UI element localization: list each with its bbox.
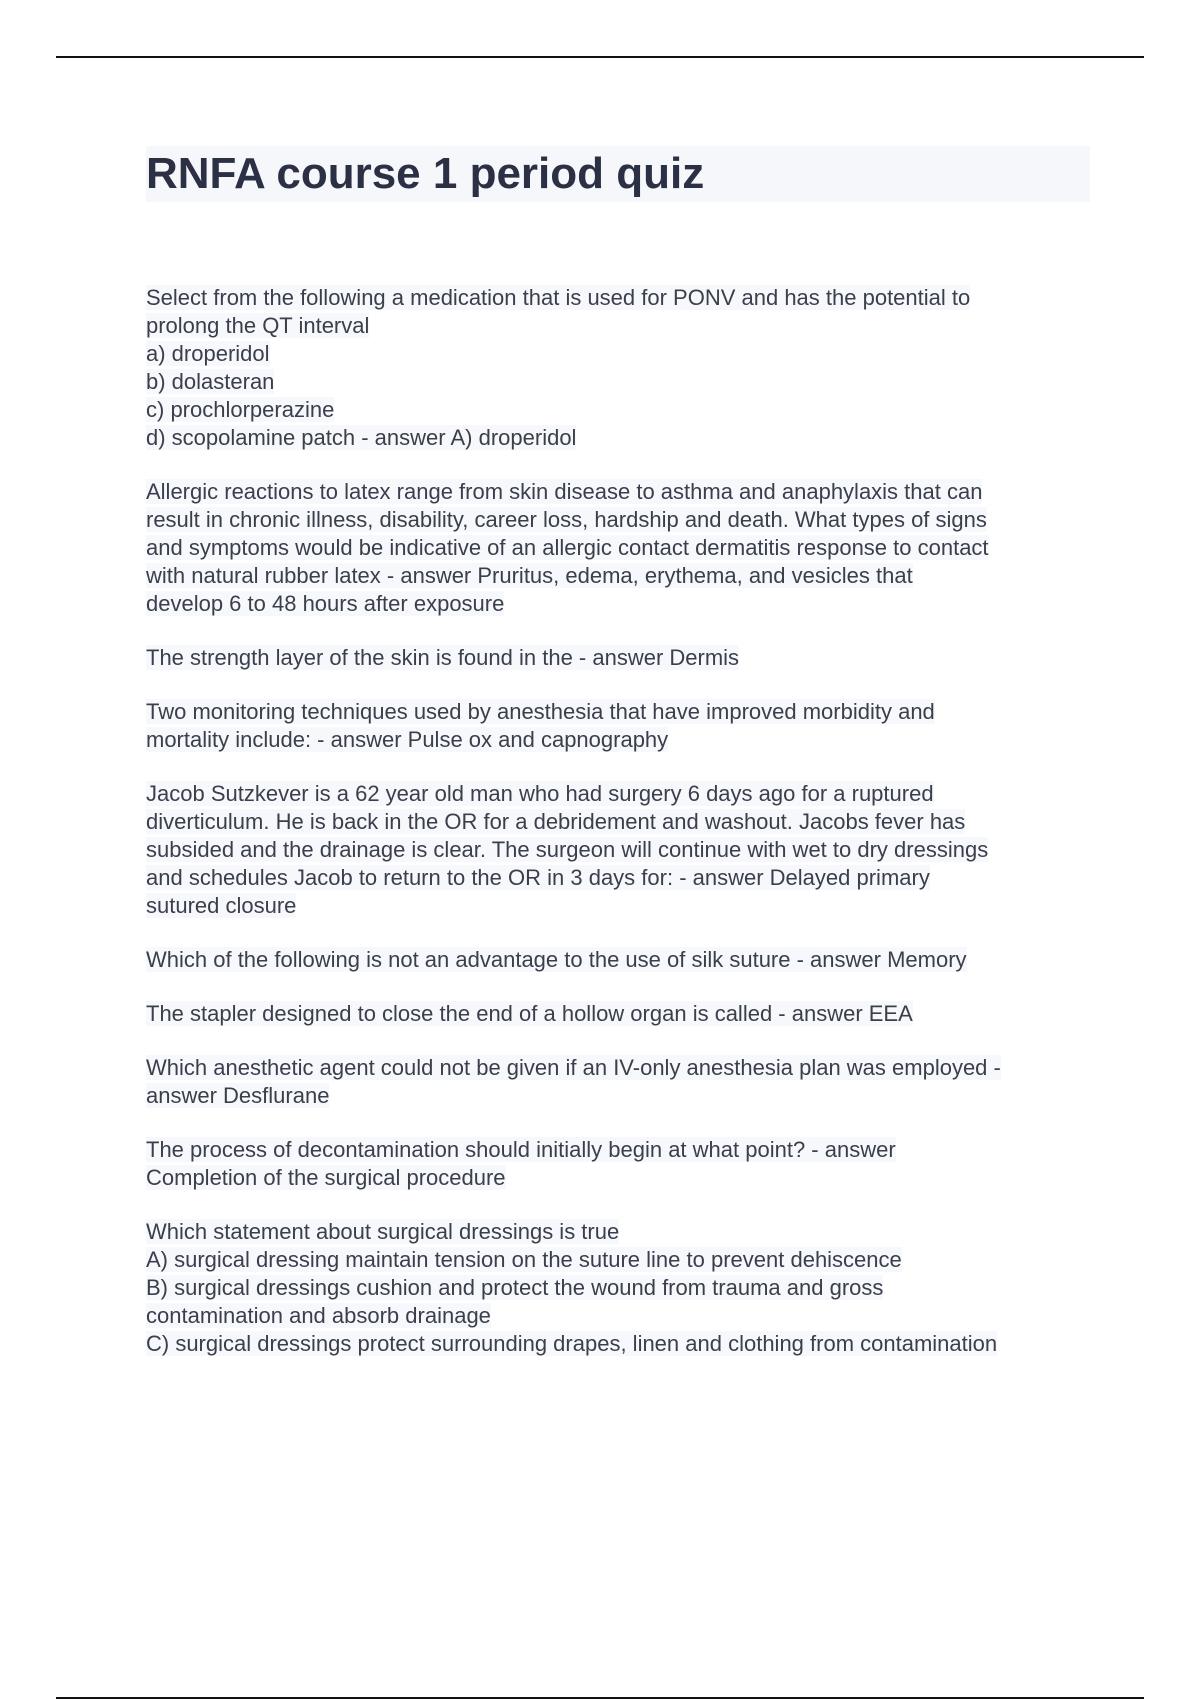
question-line [146, 368, 1090, 396]
question-line [146, 1082, 1090, 1110]
question-line [146, 340, 1090, 368]
question-line [146, 1330, 1090, 1358]
question-line-text: The stapler designed to close the end of a hollow organ is called - answer EEA [146, 1001, 913, 1026]
question-line-text: Which statement about surgical dressings is true [146, 1219, 620, 1244]
question-line [146, 1136, 1090, 1164]
question-line-text: develop 6 to 48 hours after exposure [146, 591, 505, 616]
question-line [146, 946, 1090, 974]
question-line-text: diverticulum. He is back in the OR for a debridement and washout. Jacobs fever has [146, 809, 966, 834]
question-line-text: b) dolasteran [146, 369, 275, 394]
question-line [146, 836, 1090, 864]
question-line-text: subsided and the drainage is clear. The surgeon will continue with wet to dry dressings [146, 837, 989, 862]
question-line-text: prolong the QT interval [146, 313, 370, 338]
question-line [146, 698, 1090, 726]
question-line-text: The strength layer of the skin is found in the - answer Dermis [146, 645, 740, 670]
question-line [146, 1274, 1090, 1302]
question-line-text: A) surgical dressing maintain tension on the suture line to prevent dehiscence [146, 1247, 902, 1272]
question-line [146, 396, 1090, 424]
question-line-text: contamination and absorb drainage [146, 1303, 491, 1328]
question-line-text: Jacob Sutzkever is a 62 year old man who had surgery 6 days ago for a ruptured [146, 781, 934, 806]
question-line [146, 644, 1090, 672]
question-line [146, 892, 1090, 920]
question-line-text: and symptoms would be indicative of an allergic contact dermatitis response to contact [146, 535, 989, 560]
question-line [146, 1000, 1090, 1028]
question-line [146, 284, 1090, 312]
question-block [146, 284, 1090, 452]
question-block [146, 1136, 1090, 1192]
question-line-text: answer Desflurane [146, 1083, 330, 1108]
question-block [146, 1218, 1090, 1358]
question-line-text: Which anesthetic agent could not be given if an IV-only anesthesia plan was employed - [146, 1055, 1001, 1080]
question-line-text: d) scopolamine patch - answer A) droperidol [146, 425, 577, 450]
question-line-text: mortality include: - answer Pulse ox and capnography [146, 727, 669, 752]
question-line-text: The process of decontamination should initially begin at what point? - answer [146, 1137, 896, 1162]
question-line-text: a) droperidol [146, 341, 270, 366]
question-block [146, 1000, 1090, 1028]
question-line-text: Two monitoring techniques used by anesthesia that have improved morbidity and [146, 699, 935, 724]
question-line [146, 312, 1090, 340]
question-line-text: C) surgical dressings protect surrounding drapes, linen and clothing from contamination [146, 1331, 998, 1356]
question-line [146, 1302, 1090, 1330]
question-line [146, 424, 1090, 452]
question-block [146, 1054, 1090, 1110]
question-block [146, 478, 1090, 618]
question-list [146, 284, 1090, 1384]
question-line-text: Completion of the surgical procedure [146, 1165, 506, 1190]
top-divider [56, 56, 1144, 58]
question-line-text: with natural rubber latex - answer Pruritus, edema, erythema, and vesicles that [146, 563, 913, 588]
question-line-text: B) surgical dressings cushion and protect the wound from trauma and gross [146, 1275, 884, 1300]
question-line [146, 478, 1090, 506]
question-line [146, 1054, 1090, 1082]
question-line-text: c) prochlorperazine [146, 397, 335, 422]
question-line-text: result in chronic illness, disability, career loss, hardship and death. What types of signs [146, 507, 987, 532]
question-line [146, 590, 1090, 618]
question-line [146, 534, 1090, 562]
question-line-text: sutured closure [146, 893, 297, 918]
question-block [146, 698, 1090, 754]
question-line-text: Select from the following a medication that is used for PONV and has the potential to [146, 285, 971, 310]
question-line-text: Allergic reactions to latex range from skin disease to asthma and anaphylaxis that can [146, 479, 983, 504]
question-line [146, 562, 1090, 590]
question-line [146, 1164, 1090, 1192]
question-line [146, 1218, 1090, 1246]
question-line [146, 1246, 1090, 1274]
question-line [146, 808, 1090, 836]
question-line-text: Which of the following is not an advantage to the use of silk suture - answer Memory [146, 947, 967, 972]
question-line-text: and schedules Jacob to return to the OR in 3 days for: - answer Delayed primary [146, 865, 930, 890]
page-title: RNFA course 1 period quiz [146, 149, 705, 198]
question-line [146, 864, 1090, 892]
question-block [146, 780, 1090, 920]
question-line [146, 506, 1090, 534]
bottom-divider [56, 1697, 1144, 1699]
question-line [146, 780, 1090, 808]
question-block [146, 946, 1090, 974]
question-line [146, 726, 1090, 754]
question-block [146, 644, 1090, 672]
